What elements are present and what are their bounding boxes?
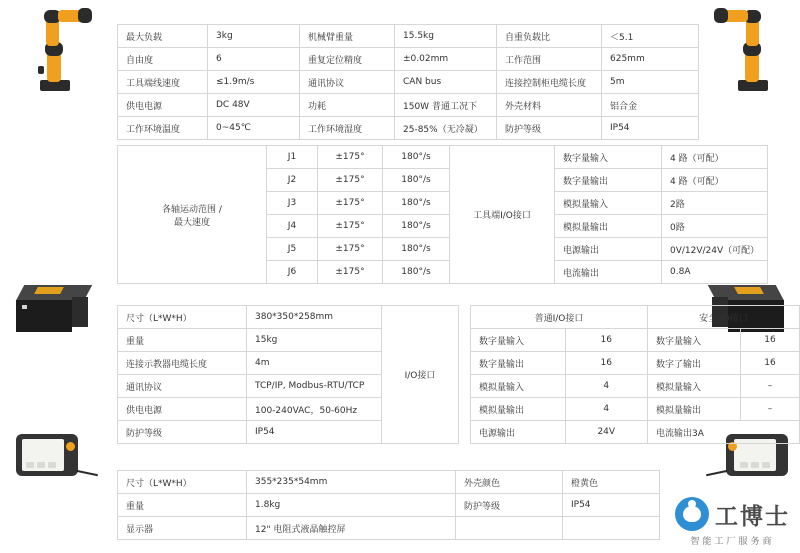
controller-illustration-left	[14, 283, 94, 339]
arm-tool-flange	[38, 66, 44, 74]
pendant-label: 显示器	[118, 517, 247, 540]
tool-io-label: 模拟量输入	[555, 192, 662, 215]
io-label-normal: 模拟量输出	[471, 398, 566, 421]
io-group-label: I/O接口	[382, 306, 459, 444]
table-row	[471, 421, 800, 444]
io-label-safety: 电流输出3A	[648, 421, 800, 444]
robot-mascot-icon	[675, 497, 709, 531]
io-value-normal: 4	[565, 375, 648, 398]
axis-speed: 180°/s	[383, 261, 450, 284]
pendant-label	[456, 517, 563, 540]
pendant-value: 355*235*54mm	[247, 471, 456, 494]
table-row	[118, 48, 699, 71]
tool-io-label: 数字量输入	[555, 146, 662, 169]
tool-io-value: 0V/12V/24V（可配）	[662, 238, 768, 261]
table-row	[118, 471, 660, 494]
controller-label: 供电电源	[118, 398, 247, 421]
spec-label: 功耗	[300, 94, 395, 117]
robot-arm-illustration-top-right	[712, 6, 792, 94]
table-row	[471, 398, 800, 421]
pendant-key	[751, 462, 759, 468]
axis-speed: 180°/s	[383, 215, 450, 238]
pendant-value: 12" 电阻式液晶触控屏	[247, 517, 456, 540]
io-value-safety: –	[740, 375, 799, 398]
io-value-normal: 4	[565, 398, 648, 421]
spec-value: IP54	[602, 117, 699, 140]
tool-io-value: 2路	[662, 192, 768, 215]
pendant-label: 外壳颜色	[456, 471, 563, 494]
robot-specs-table	[117, 24, 699, 140]
tool-io-group-label: 工具端I/O接口	[450, 146, 555, 284]
pendant-key	[740, 462, 748, 468]
spec-label: 自重负载比	[497, 25, 602, 48]
table-row	[118, 494, 660, 517]
table-row	[118, 25, 699, 48]
pendant-cable	[76, 470, 98, 477]
axis-range: ±175°	[318, 192, 383, 215]
axis-group-label	[118, 146, 267, 284]
table-row	[118, 146, 768, 169]
table-header-row	[471, 306, 800, 329]
controller-label: 重量	[118, 329, 247, 352]
axis-range: ±175°	[318, 215, 383, 238]
spec-label: 工作环境湿度	[300, 117, 395, 140]
tool-io-value: 0.8A	[662, 261, 768, 284]
axis-name: J5	[267, 238, 318, 261]
tool-io-label: 电源输出	[555, 238, 662, 261]
spec-label: 重复定位精度	[300, 48, 395, 71]
axis-and-tool-io-table	[117, 145, 768, 284]
tool-io-value: 4 路（可配）	[662, 169, 768, 192]
controller-specs-table	[117, 305, 459, 444]
logo-subtitle: 智能工厂服务商	[690, 537, 775, 547]
spec-label: 自由度	[118, 48, 208, 71]
spec-value: ≤1.9m/s	[208, 71, 300, 94]
io-value-safety: –	[740, 398, 799, 421]
io-label-normal: 数字量输入	[471, 329, 566, 352]
spec-value: 25-85%（无冷凝）	[395, 117, 497, 140]
tool-io-label: 数字量输出	[555, 169, 662, 192]
controller-label: 防护等级	[118, 421, 247, 444]
spec-value: DC 48V	[208, 94, 300, 117]
io-label-safety: 模拟量输出	[648, 398, 741, 421]
io-value-normal: 16	[565, 352, 648, 375]
spec-label: 工作环境温度	[118, 117, 208, 140]
tool-io-label: 电流输出	[555, 261, 662, 284]
arm-joint-wrist	[714, 8, 728, 23]
pendant-value: 1.8kg	[247, 494, 456, 517]
controller-label: 尺寸（L*W*H）	[118, 306, 247, 329]
controller-indicator-strip	[34, 287, 64, 294]
arm-joint-wrist	[78, 8, 92, 23]
table-row	[118, 517, 660, 540]
table-row	[471, 329, 800, 352]
spec-value: 0~45℃	[208, 117, 300, 140]
controller-value: 4m	[247, 352, 382, 375]
table-row	[471, 375, 800, 398]
pendant-label: 尺寸（L*W*H）	[118, 471, 247, 494]
io-label-safety: 数字了输出	[648, 352, 741, 375]
spec-label: 防护等级	[497, 117, 602, 140]
io-value-safety: 16	[740, 352, 799, 375]
spec-value: CAN bus	[395, 71, 497, 94]
pendant-label: 重量	[118, 494, 247, 517]
spec-label: 机械臂重量	[300, 25, 395, 48]
controller-indicator-dot	[22, 305, 27, 309]
pendant-key	[37, 462, 45, 468]
spec-value: 5m	[602, 71, 699, 94]
spec-value: 6	[208, 48, 300, 71]
pendant-specs-table	[117, 470, 660, 540]
axis-speed: 180°/s	[383, 192, 450, 215]
io-value-normal: 24V	[565, 421, 648, 444]
table-row	[118, 117, 699, 140]
axis-speed: 180°/s	[383, 238, 450, 261]
axis-speed: 180°/s	[383, 146, 450, 169]
pendant-label: 防护等级	[456, 494, 563, 517]
io-value-normal: 16	[565, 329, 648, 352]
io-label-normal: 电源输出	[471, 421, 566, 444]
spec-label: 工具端线速度	[118, 71, 208, 94]
io-label-normal: 模拟量输入	[471, 375, 566, 398]
axis-name: J2	[267, 169, 318, 192]
logo-title: 工博士	[715, 503, 790, 530]
io-header-safety: 安全I/O接口	[648, 306, 800, 329]
pendant-value: IP54	[563, 494, 660, 517]
spec-value: ＜5.1	[602, 25, 699, 48]
table-row	[118, 71, 699, 94]
controller-indicator-strip	[734, 287, 764, 294]
spec-value: 150W 普通工况下	[395, 94, 497, 117]
axis-speed: 180°/s	[383, 169, 450, 192]
robot-arm-illustration-top-left	[14, 6, 94, 94]
logo-row	[675, 497, 790, 531]
spec-value: ±0.02mm	[395, 48, 497, 71]
io-label-safety: 模拟量输入	[648, 375, 741, 398]
pendant-key	[26, 462, 34, 468]
controller-value: 380*350*258mm	[247, 306, 382, 329]
spec-value: 铝合金	[602, 94, 699, 117]
table-row	[471, 352, 800, 375]
spec-value: 3kg	[208, 25, 300, 48]
pendant-emergency-button	[66, 442, 75, 451]
spec-label: 外壳材料	[497, 94, 602, 117]
pendant-value: 橙黄色	[563, 471, 660, 494]
table-row	[118, 94, 699, 117]
pendant-key	[762, 462, 770, 468]
spec-label: 最大负载	[118, 25, 208, 48]
controller-value: 15kg	[247, 329, 382, 352]
pendant-cable	[706, 470, 728, 477]
table-row	[118, 306, 459, 329]
axis-range: ±175°	[318, 146, 383, 169]
axis-name: J3	[267, 192, 318, 215]
spec-label: 工作范围	[497, 48, 602, 71]
pendant-key	[48, 462, 56, 468]
axis-name: J6	[267, 261, 318, 284]
controller-value: TCP/IP, Modbus-RTU/TCP	[247, 375, 382, 398]
controller-side-panel	[72, 297, 88, 327]
brand-logo	[675, 497, 790, 547]
pendant-value	[563, 517, 660, 540]
controller-label: 通讯协议	[118, 375, 247, 398]
tool-io-label: 模拟量输出	[555, 215, 662, 238]
tool-io-value: 0路	[662, 215, 768, 238]
spec-label: 通讯协议	[300, 71, 395, 94]
spec-value: 625mm	[602, 48, 699, 71]
axis-range: ±175°	[318, 261, 383, 284]
axis-group-label-line2: 最大速度	[173, 217, 210, 228]
io-label-normal: 数字量输出	[471, 352, 566, 375]
controller-value: IP54	[247, 421, 382, 444]
axis-range: ±175°	[318, 169, 383, 192]
controller-label: 连接示教器电缆长度	[118, 352, 247, 375]
controller-value: 100-240VAC，50-60Hz	[247, 398, 382, 421]
spec-label: 供电电源	[118, 94, 208, 117]
io-label-safety: 数字量输入	[648, 329, 741, 352]
axis-name: J1	[267, 146, 318, 169]
io-interface-table	[470, 305, 800, 444]
io-header-normal: 普通I/O接口	[471, 306, 648, 329]
spec-value: 15.5kg	[395, 25, 497, 48]
spec-label: 连接控制柜电缆长度	[497, 71, 602, 94]
axis-range: ±175°	[318, 238, 383, 261]
axis-group-label-line1: 各轴运动范围 /	[162, 204, 222, 215]
tool-io-value: 4 路（可配）	[662, 146, 768, 169]
teach-pendant-illustration-left	[10, 428, 100, 488]
io-value-safety: 16	[740, 329, 799, 352]
axis-name: J4	[267, 215, 318, 238]
